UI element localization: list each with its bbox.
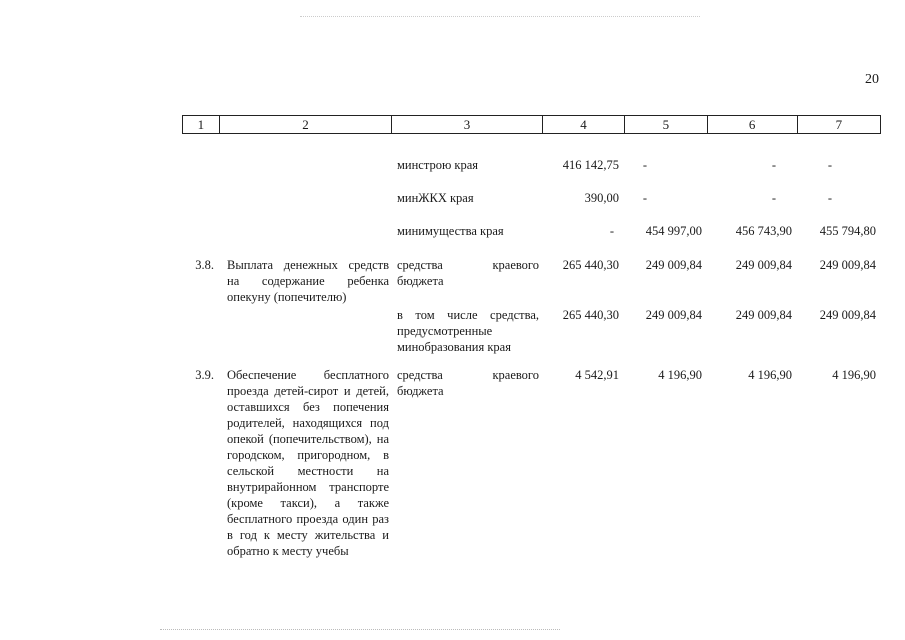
value-col-4: 390,00 xyxy=(584,191,619,205)
table-header xyxy=(182,115,881,134)
funding-source: минимущества края xyxy=(397,224,504,238)
value-col-7: - xyxy=(827,158,832,172)
funding-source: в том числе средства, предусмотренные минобразования края xyxy=(397,308,539,354)
value-col-5: - xyxy=(642,158,647,172)
value-col-7: 249 009,84 xyxy=(819,308,876,322)
scan-noise-top xyxy=(300,16,700,19)
value-col-4: - xyxy=(609,224,614,238)
funding-source: средства краевого бюджета xyxy=(397,258,539,288)
value-col-6: 249 009,84 xyxy=(735,308,792,322)
value-col-6: 4 196,90 xyxy=(748,368,792,382)
header-cell: 2 xyxy=(220,116,393,133)
value-col-5: 249 009,84 xyxy=(645,258,702,272)
value-col-5: 454 997,00 xyxy=(645,224,702,238)
value-col-7: 4 196,90 xyxy=(832,368,876,382)
header-cell: 5 xyxy=(625,116,707,133)
value-col-4: 416 142,75 xyxy=(562,158,619,172)
value-col-6: 249 009,84 xyxy=(735,258,792,272)
value-col-4: 265 440,30 xyxy=(562,308,619,322)
value-col-7: 455 794,80 xyxy=(819,224,876,238)
header-cell: 7 xyxy=(835,117,843,132)
item-number: 3.8. xyxy=(195,258,214,272)
value-col-5: 4 196,90 xyxy=(658,368,702,382)
header-cell: 4 xyxy=(543,116,625,133)
value-col-5: 249 009,84 xyxy=(645,308,702,322)
funding-source: средства краевого бюджета xyxy=(397,368,539,398)
header-cell: 1 xyxy=(183,116,220,133)
item-number: 3.9. xyxy=(195,368,214,382)
value-col-6: 456 743,90 xyxy=(735,224,792,238)
value-col-4: 265 440,30 xyxy=(562,258,619,272)
header-cell: 6 xyxy=(708,116,798,133)
funding-source: минЖКХ края xyxy=(397,191,474,205)
value-col-6: - xyxy=(771,191,776,205)
value-col-7: 249 009,84 xyxy=(819,258,876,272)
scan-noise-bottom xyxy=(160,629,560,632)
item-description: Выплата денежных средств на содержание ребенка опекуну (попечителю) xyxy=(227,258,389,304)
page-number: 20 xyxy=(865,72,879,87)
value-col-5: - xyxy=(642,191,647,205)
funding-source: минстрою края xyxy=(397,158,479,172)
item-description: Обеспечение бесплатного проезда детей-сирот и детей, оставшихся без попечения родителей, находящихся под опекой (попечительством), на городском, пригородном, в сельской местности на внутрирайонном транспорте (кроме такси), а также бесплатного проезда один раз в год к месту жительства и обратно к месту учебы xyxy=(227,368,389,558)
value-col-6: - xyxy=(771,158,776,172)
value-col-4: 4 542,91 xyxy=(575,368,619,382)
value-col-7: - xyxy=(827,191,832,205)
header-cell: 3 xyxy=(392,116,543,133)
